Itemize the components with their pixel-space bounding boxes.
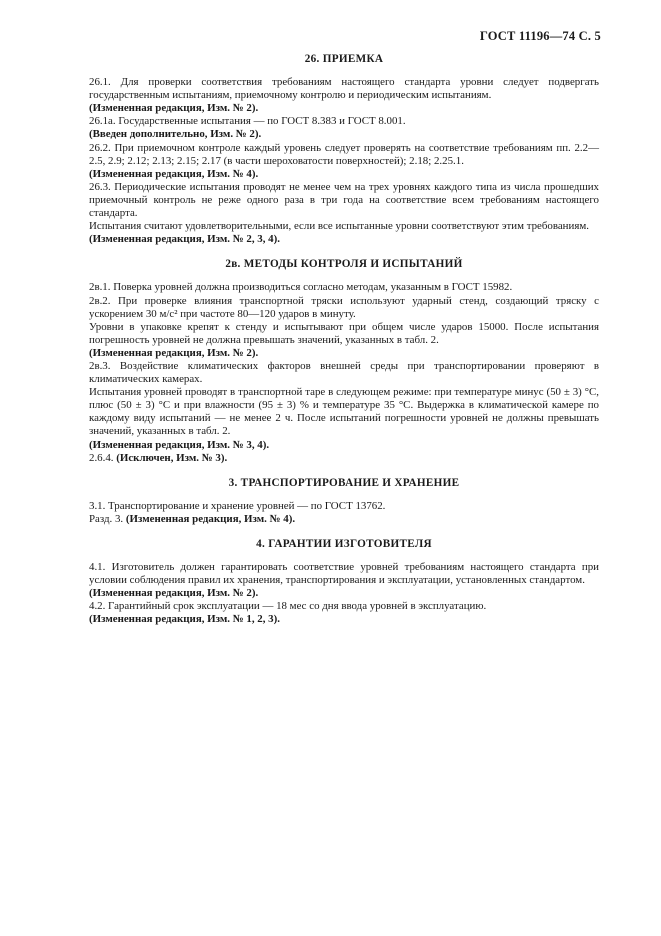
section-title: 4. ГАРАНТИИ ИЗГОТОВИТЕЛЯ <box>256 538 432 550</box>
paragraph-excluded <box>89 452 599 465</box>
paragraph: 26.1. Для проверки соответствия требованиям настоящего стандарта уровни следует подвергать государственным испытаниям, приемочному контролю и периодическим испытаниям. <box>89 76 599 102</box>
paragraph: 2в.1. Поверка уровней должна производиться согласно методам, указанным в ГОСТ 15982. <box>89 281 513 294</box>
amendment-note: (Измененная редакция, Изм. № 1, 2, 3). <box>89 613 280 626</box>
amendment-note: (Исключен, Изм. № 3). <box>116 451 228 464</box>
amendment-note: (Измененная редакция, Изм. № 2). <box>89 102 259 115</box>
paragraph: 2в.2. При проверке влияния транспортной тряски используют ударный стенд, создающий тряску с ускорением 30 м/с² при частоте 80—120 ударов в минуту. <box>89 294 599 320</box>
section-title: 26. ПРИЕМКА <box>304 53 384 65</box>
paragraph-section-note <box>89 513 599 526</box>
paragraph: 26.1а. Государственные испытания — по ГОСТ 8.383 и ГОСТ 8.001. <box>89 115 406 128</box>
paragraph: 4.1. Изготовитель должен гарантировать соответствие уровней требованиям настоящего стандарта при условии соблюдения правил их хранения, транспортирования и эксплуатации, установленных стандартом. <box>89 561 599 587</box>
section-title: 3. ТРАНСПОРТИРОВАНИЕ И ХРАНЕНИЕ <box>228 476 460 489</box>
paragraph: Испытания считают удовлетворительными, если все испытанные уровни соответствуют этим требованиям. <box>89 220 589 233</box>
paragraph: Испытания уровней проводят в транспортной таре в следующем режиме: при температуре минус (50 ± 3) °С, плюс (50 ± 3) °С и при влажности (95 ± 3) % и температуре 35 °С. Выдержка в климатической камере по каждому виду испытаний — не менее 2 ч. После испытаний погрешности уровней не должны превышать значений, указанных в табл. 2. <box>89 386 599 438</box>
paragraph: Уровни в упаковке крепят к стенду и испытывают при общем числе ударов 15000. После испытания погрешность уровней не должна превышать значений, указанных в табл. 2. <box>89 320 599 346</box>
paragraph: 26.3. Периодические испытания проводят не менее чем на трех уровнях каждого типа из числа прошедших приемочный контроль не реже одного раза в три года на соответствие всем требованиям настоящего стандарта. <box>89 180 599 220</box>
clause-number: 2.6.4. <box>89 451 117 464</box>
amendment-note: (Измененная редакция, Изм. № 2, 3, 4). <box>89 233 280 246</box>
amendment-note: (Измененная редакция, Изм. № 4). <box>89 167 259 180</box>
paragraph: 2в.3. Воздействие климатических факторов внешней среды при транспортировании проверяют в климатических камерах. <box>89 359 599 386</box>
amendment-note: (Измененная редакция, Изм. № 2). <box>89 346 259 359</box>
amendment-note: (Измененная редакция, Изм. № 2). <box>89 587 259 600</box>
amendment-note: (Измененная редакция, Изм. № 3, 4). <box>89 438 270 451</box>
paragraph: 26.2. При приемочном контроле каждый уровень следует проверять на соответствие требованиям пп. 2.2—2.5, 2.9; 2.12; 2.13; 2.15; 2.17 (в части шероховатости поверхностей); 2.18; 2.25.1. <box>89 141 599 167</box>
document-body <box>89 53 599 627</box>
amendment-note: (Измененная редакция, Изм. № 4). <box>125 512 296 525</box>
paragraph: 4.2. Гарантийный срок эксплуатации — 18 мес со дня ввода уровней в эксплуатацию. <box>89 600 487 613</box>
amendment-note: (Введен дополнительно, Изм. № 2). <box>89 128 262 141</box>
section-ref: Разд. 3. <box>89 512 126 525</box>
paragraph: 3.1. Транспортирование и хранение уровней — по ГОСТ 13762. <box>89 499 386 512</box>
section-title: 2в. МЕТОДЫ КОНТРОЛЯ И ИСПЫТАНИЙ <box>225 258 463 271</box>
page-header: ГОСТ 11196—74 С. 5 <box>479 29 601 43</box>
